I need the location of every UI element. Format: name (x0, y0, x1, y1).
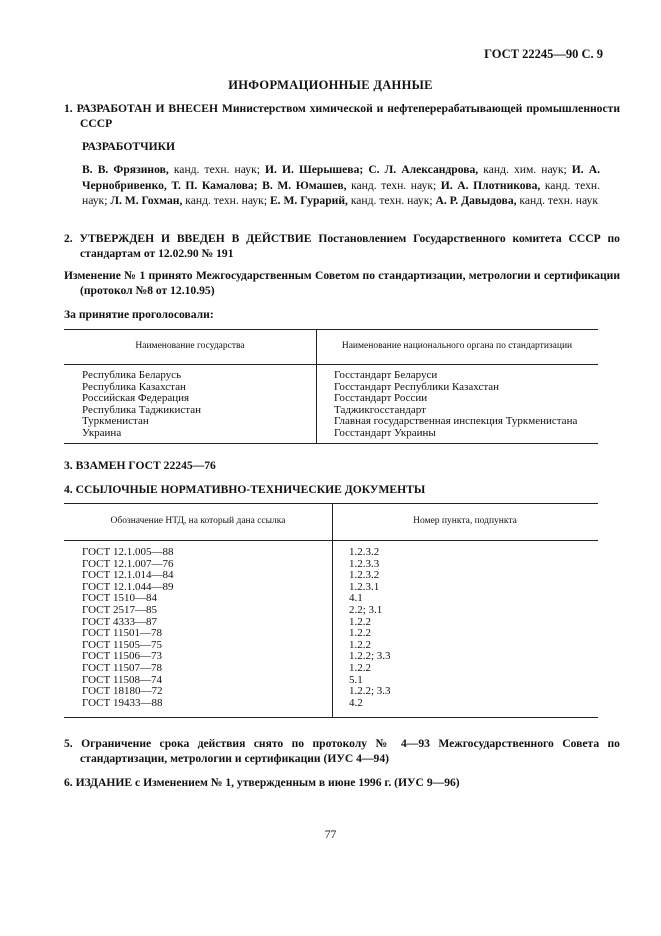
table-cell: ГОСТ 18180—72 (82, 685, 163, 698)
developer-degree: канд. техн. наук; (173, 163, 260, 176)
table-cell: 1.2.2 (349, 638, 371, 651)
country-column (82, 370, 201, 440)
section-6-number: 6. (64, 776, 73, 789)
section-5-text: Ограничение срока действия снято по протоколу № 4—93 Межгосударственного Совета по стандартизации, метрологии и сертификации (ИУС 4—94) (80, 737, 620, 765)
table-cell: Республика Казахстан (82, 380, 186, 393)
section-1-number: 1. (64, 102, 73, 115)
table-divider (332, 503, 333, 717)
table-cell: ГОСТ 19433—88 (82, 696, 163, 709)
section-5-number: 5. (64, 737, 73, 750)
developer-degree: канд. хим. наук; (483, 163, 567, 176)
section-6 (64, 775, 604, 790)
table-cell: 4.1 (349, 592, 363, 605)
developer-name: И. А. Чернобривенко, Т. П. Камалова; В. М. Юмашев, (82, 163, 601, 192)
table-header-document: Обозначение НТД, на который дана ссылка (110, 516, 286, 526)
table-cell: Госстандарт Республики Казахстан (334, 380, 500, 393)
developer-degree: канд. техн. наук; (82, 178, 600, 207)
table-cell: ГОСТ 4333—87 (82, 615, 157, 628)
table-cell: ГОСТ 11501—78 (82, 627, 163, 640)
table-cell: Республика Беларусь (82, 369, 182, 381)
table-cell: Госстандарт России (334, 392, 428, 405)
table-cell: Туркменистан (82, 415, 149, 428)
table-rule (64, 443, 598, 444)
section-2 (64, 231, 620, 261)
developer-name: В. В. Фрязинов, (82, 163, 169, 176)
developers-list (82, 162, 600, 209)
table-cell: ГОСТ 11506—73 (82, 650, 163, 663)
section-3-text: ВЗАМЕН ГОСТ 22245—76 (75, 459, 216, 472)
table-cell: Госстандарт Беларуси (334, 369, 438, 381)
table-header-body: Наименование национального органа по стандартизации (341, 341, 573, 351)
section-1-text: РАЗРАБОТАН И ВНЕСЕН Министерством химической и нефтеперерабатывающей промышленности СССР (76, 102, 621, 130)
table-cell: ГОСТ 12.1.044—89 (82, 580, 174, 593)
table-cell: 1.2.2 (349, 661, 371, 674)
table-cell: 4.2 (349, 696, 363, 709)
section-1 (64, 101, 620, 131)
document-column (82, 547, 173, 709)
table-rule (64, 364, 598, 365)
table-cell: Госстандарт Украины (334, 426, 436, 439)
amendment-note: Изменение № 1 принято Межгосударственным Советом по стандартизации, метрологии и сертификации (протокол №8 от 12.10.95) (64, 269, 620, 297)
section-4 (64, 482, 604, 497)
developer-name: И. А. Плотникова, (440, 178, 541, 192)
section-3-number: 3. (64, 459, 73, 472)
section-6-text: ИЗДАНИЕ с Изменением № 1, утвержденным в июне 1996 г. (ИУС 9—96) (75, 776, 460, 789)
table-cell: ГОСТ 2517—85 (82, 603, 157, 616)
table-cell: 1.2.3.1 (349, 580, 380, 593)
developer-name: Л. М. Гохман, (110, 194, 183, 207)
table-cell: ГОСТ 11507—78 (82, 661, 163, 674)
table-cell: Таджикгосстандарт (334, 403, 426, 416)
section-3 (64, 458, 604, 473)
table-cell: ГОСТ 12.1.014—84 (82, 569, 174, 582)
countries-table (64, 329, 598, 443)
developer-degree: канд. техн. наук; (185, 194, 268, 207)
page-number: 77 (324, 829, 337, 841)
voted-label: За принятие проголосовали: (64, 308, 214, 321)
clause-column (349, 547, 391, 709)
table-rule (64, 717, 598, 718)
section-4-number: 4. (64, 483, 73, 496)
table-cell: 5.1 (349, 673, 363, 686)
table-cell: 1.2.2 (349, 627, 371, 640)
section-2-text: УТВЕРЖДЕН И ВВЕДЕН В ДЕЙСТВИЕ Постановлением Государственного комитета СССР по стандартам от 12.02.90 № 191 (79, 232, 620, 260)
table-header-country: Наименование государства (135, 341, 245, 351)
table-cell: 2.2; 3.1 (349, 603, 383, 616)
developers-heading: РАЗРАБОТЧИКИ (82, 140, 176, 153)
table-cell: 1.2.3.2 (349, 569, 380, 582)
developer-name: С. Л. Александрова, (368, 163, 479, 176)
table-cell: ГОСТ 11508—74 (82, 673, 163, 686)
references-table (64, 503, 598, 717)
table-cell: ГОСТ 1510—84 (82, 592, 157, 605)
page-header: ГОСТ 22245—90 С. 9 (484, 47, 603, 61)
table-cell: Республика Таджикистан (82, 403, 201, 416)
table-cell: 1.2.2; 3.3 (349, 685, 391, 698)
table-cell: 1.2.2 (349, 615, 371, 628)
table-cell: 1.2.2; 3.3 (349, 650, 391, 663)
table-cell: ГОСТ 11505—75 (82, 638, 163, 651)
developer-degree: канд. техн. наук (519, 194, 598, 207)
table-cell: ГОСТ 12.1.007—76 (82, 557, 174, 570)
table-cell: 1.2.3.2 (349, 546, 380, 558)
table-cell: ГОСТ 12.1.005—88 (82, 546, 174, 558)
table-rule (64, 329, 598, 330)
table-rule (64, 540, 598, 541)
developer-name: И. И. Шерышева; (265, 163, 364, 176)
developer-degree: канд. техн. наук; (350, 194, 433, 207)
section-2-number: 2. (64, 232, 73, 245)
table-rule (64, 503, 598, 504)
table-cell: Украина (82, 426, 122, 439)
table-header-clause: Номер пункта, подпункта (413, 516, 517, 526)
developer-name: Е. М. Гурарий, (269, 194, 348, 207)
table-cell: Российская Федерация (82, 392, 190, 405)
developer-degree: канд. техн. наук; (351, 178, 437, 192)
section-4-text: ССЫЛОЧНЫЕ НОРМАТИВНО-ТЕХНИЧЕСКИЕ ДОКУМЕНТЫ (75, 483, 426, 496)
developer-name: А. Р. Давыдова, (435, 194, 517, 207)
body-column (334, 370, 577, 440)
section-5 (64, 736, 620, 766)
table-cell: Главная государственная инспекция Туркменистана (334, 415, 578, 428)
table-cell: 1.2.3.3 (349, 557, 380, 570)
page-title: ИНФОРМАЦИОННЫЕ ДАННЫЕ (228, 78, 433, 92)
